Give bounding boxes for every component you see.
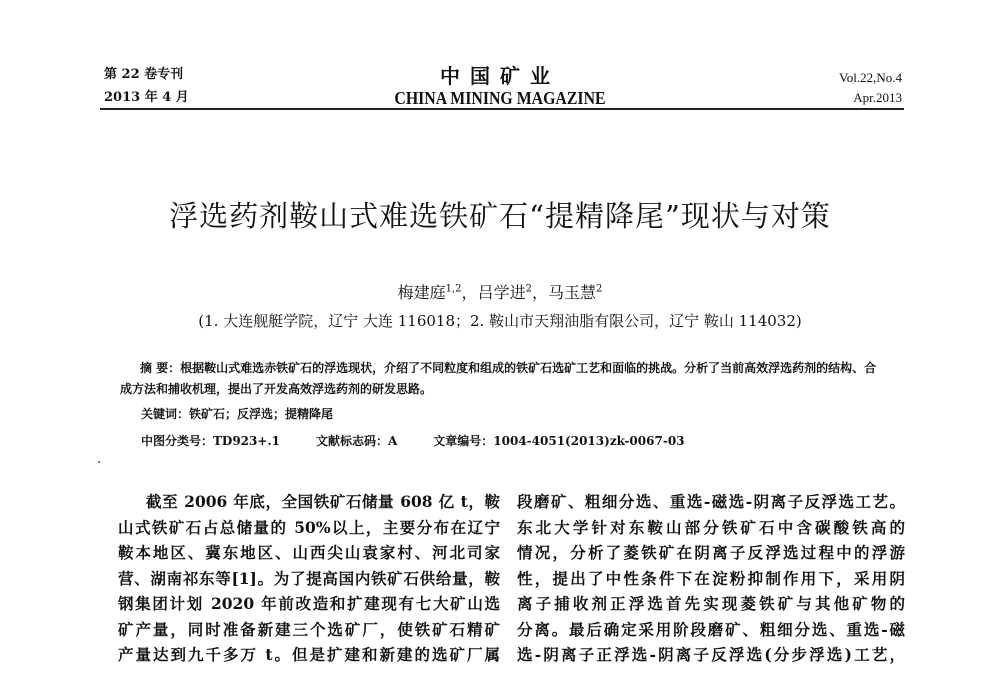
body-line: 钢集团计划 2020 年前改造和扩建现有七大矿山选	[118, 594, 500, 613]
body-line: 性，提出了中性条件下在淀粉抑制作用下，采用阴	[517, 568, 905, 588]
issue-date-cn: 2013 年 4 月	[104, 90, 189, 105]
author-name: 马玉慧	[547, 283, 596, 302]
body-line: 营、湖南祁东等[1]。为了提高国内铁矿石供给量，鞍	[118, 568, 500, 588]
author-affiliation-mark: 1,2	[445, 283, 462, 295]
paper-title: 浮选药剂鞍山式难选铁矿石“提精降尾”现状与对策	[169, 199, 831, 233]
author-list: 梅建庭$^{1,2}$，吕学进$^2$，马玉慧$^2$	[397, 283, 603, 302]
body-column-left	[118, 489, 500, 668]
body-line: 产量达到九千多万 t。但是扩建和新建的选矿厂属	[118, 645, 500, 664]
classification-number: 中图分类号：TD923+.1	[141, 434, 280, 448]
header-rule	[100, 108, 904, 110]
author-affiliation-mark: 2	[525, 283, 532, 295]
affiliations: (1. 大连舰艇学院，辽宁 大连 116018；2. 鞍山市天翔油脂有限公司，辽宁 鞍山 114032)	[198, 312, 802, 330]
body-line: 情况，分析了菱铁矿在阴离子反浮选过程中的浮游	[517, 543, 905, 562]
scan-speck	[98, 461, 100, 463]
body-line: 离子捕收剂正浮选首先实现菱铁矿与其他矿物的	[517, 594, 905, 613]
issue-date-en: Apr.2013	[853, 90, 902, 105]
journal-name-en: CHINA MINING MAGAZINE	[394, 88, 606, 108]
article-number: 文章编号：1004-4051(2013)zk-0067-03	[433, 434, 685, 448]
body-line: 鞍本地区、冀东地区、山西尖山袁家村、河北司家	[118, 543, 500, 562]
author-name: 梅建庭	[397, 283, 446, 302]
volume-label: 第 22 卷专刊	[104, 67, 184, 82]
volume-en: Vol.22,No.4	[839, 70, 902, 85]
body-line: 段磨矿、粗细分选、重选-磁选-阴离子反浮选工艺。	[517, 492, 905, 511]
author-affiliation-mark: 2	[595, 283, 603, 295]
journal-name-cn: 中国矿业	[440, 64, 560, 88]
body-line: 山式铁矿石占总储量的 50%以上，主要分布在辽宁	[118, 517, 500, 537]
author-name: 吕学进	[477, 283, 526, 302]
body-line: 东北大学针对东鞍山部分铁矿石中含碳酸铁高的	[517, 517, 905, 537]
body-line: 矿产量，同时准备新建三个选矿厂，使铁矿石精矿	[118, 619, 500, 639]
abstract: 摘 要：根据鞍山式难选赤铁矿石的浮选现状，介绍了不同粒度和组成的铁矿石选矿工艺和面临的挑战。分析了当前高效浮选药剂的结构、合成方法和捕收机理，提出了开发高效浮选药剂的研发思路。	[120, 361, 877, 396]
body-line: 分离。最后确定采用阶段磨矿、粗细分选、重选-磁	[517, 619, 905, 639]
body-line: 选-阴离子正浮选-阴离子反浮选(分步浮选)工艺，	[517, 645, 905, 664]
document-code: 文献标志码：A	[315, 434, 398, 448]
keywords: 关键词：铁矿石；反浮选；提精降尾	[141, 407, 334, 421]
body-column-right	[517, 489, 905, 668]
classification-row	[141, 432, 721, 449]
body-line: 截至 2006 年底，全国铁矿石储量 608 亿 t，鞍	[146, 492, 500, 511]
